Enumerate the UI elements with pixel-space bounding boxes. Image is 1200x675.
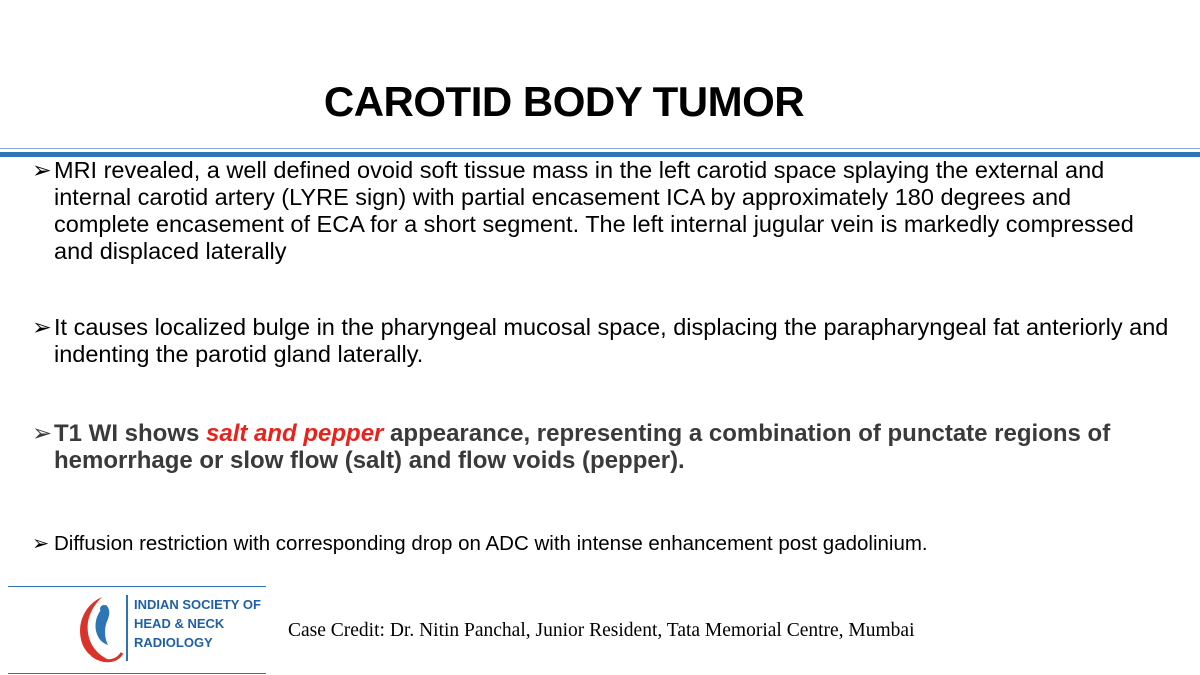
bullet-pharyngeal-bulge <box>32 314 1172 368</box>
bullet-text <box>32 420 1172 474</box>
salt-and-pepper-highlight: salt and pepper <box>206 420 384 447</box>
bullet-mri-findings <box>32 157 1172 265</box>
bullet-text: Diffusion restriction with corresponding drop on ADC with intense enhancement post gadolinium. <box>54 532 928 555</box>
bullet-arrow-icon: ➢ <box>32 532 50 555</box>
title-divider-thin <box>0 148 1200 149</box>
society-emblem-icon <box>72 591 124 667</box>
bullet-diffusion <box>32 530 1172 557</box>
bullet-text: MRI revealed, a well defined ovoid soft tissue mass in the left carotid space splaying the external and internal carotid artery (LYRE sign) with partial encasement ICA by approximately 180 degrees and complete encasement of ECA for a short segment. The left internal jugular vein is markedly compressed and displaced laterally <box>54 157 1134 264</box>
society-name-line: HEAD & NECK <box>134 616 225 631</box>
society-name-line: RADIOLOGY <box>134 635 213 650</box>
society-name <box>126 595 261 661</box>
society-logo <box>8 586 266 674</box>
bullet-text-prefix: T1 WI shows <box>54 420 207 447</box>
society-name-line: INDIAN SOCIETY OF <box>134 597 261 612</box>
bullet-arrow-icon: ➢ <box>32 314 52 340</box>
bullet-t1-salt-pepper <box>32 420 1172 474</box>
bullet-arrow-icon: ➢ <box>32 420 53 447</box>
bullet-arrow-icon: ➢ <box>32 157 52 183</box>
bullet-text-suffix: appearance, representing a combination of punctate regions of hemorrhage or slow flow (salt) and flow voids (pepper). <box>54 420 1111 474</box>
bullet-text: It causes localized bulge in the pharyngeal mucosal space, displacing the parapharyngeal fat anteriorly and indenting the parotid gland laterally. <box>54 314 1169 367</box>
slide-title: CAROTID BODY TUMOR <box>323 78 805 125</box>
case-credit: Case Credit: Dr. Nitin Panchal, Junior Resident, Tata Memorial Centre, Mumbai <box>288 620 915 641</box>
